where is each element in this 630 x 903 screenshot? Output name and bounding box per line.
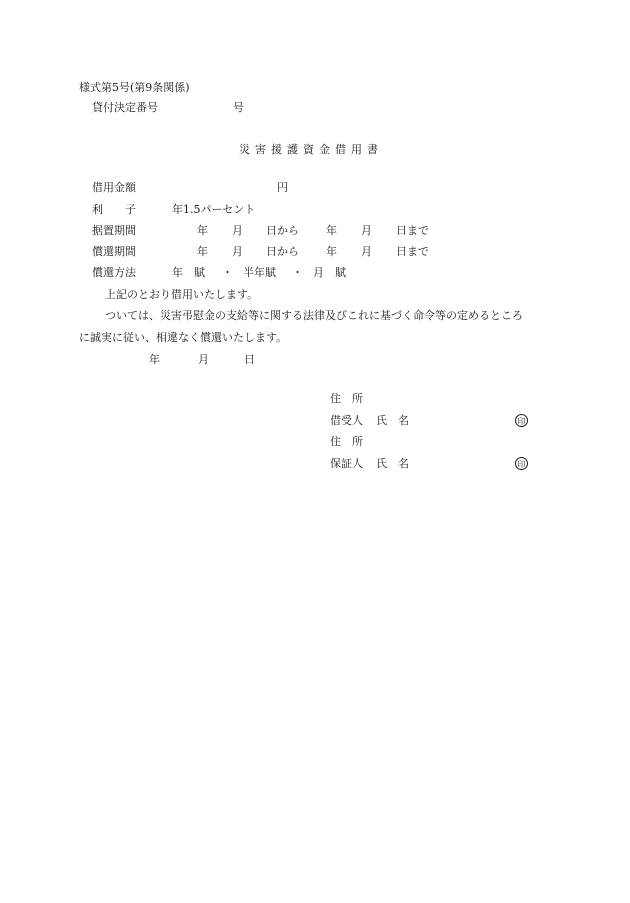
loan-amount-unit: 円 xyxy=(277,181,288,194)
repayment-end-year: 年 xyxy=(326,245,337,258)
borrower-address-label: 住 所 xyxy=(330,392,363,405)
guarantor-name-label: 氏 名 xyxy=(376,457,409,470)
repayment-end-month: 月 xyxy=(361,245,372,258)
interest-label: 利 子 xyxy=(92,203,136,216)
loan-amount-label: 借用金額 xyxy=(92,181,136,194)
method-separator-1: ・ xyxy=(222,266,233,279)
deferral-end-year: 年 xyxy=(326,224,337,237)
guarantor-address-label: 住 所 xyxy=(330,435,363,448)
method-annual: 年 賦 xyxy=(172,266,205,279)
loan-decision-number-label: 貸付決定番号 xyxy=(92,101,158,114)
body-line-2: ついては、災害弔慰金の支給等に関する法律及びこれに基づく命令等の定めるところ xyxy=(105,309,523,322)
deferral-period-label: 据置期間 xyxy=(92,224,136,237)
borrower-seal-mark: 印 xyxy=(515,414,528,427)
guarantor-label: 保証人 xyxy=(330,457,363,470)
borrower-name-label: 氏 名 xyxy=(376,414,409,427)
repayment-start-month: 月 xyxy=(232,245,243,258)
loan-decision-number-suffix: 号 xyxy=(233,101,244,114)
document-title: 災害援護資金借用書 xyxy=(239,143,383,156)
repayment-start-year: 年 xyxy=(197,245,208,258)
date-month: 月 xyxy=(198,353,209,366)
form-number-label: 様式第5号(第9条関係) xyxy=(79,81,190,94)
deferral-end-day: 日まで xyxy=(396,224,429,237)
deferral-start-year: 年 xyxy=(197,224,208,237)
body-line-1: 上記のとおり借用いたします。 xyxy=(105,288,259,301)
interest-value: 年1.5パーセント xyxy=(172,203,256,216)
repayment-period-label: 償還期間 xyxy=(92,245,136,258)
deferral-end-month: 月 xyxy=(361,224,372,237)
method-semiannual: 半年賦 xyxy=(243,266,276,279)
repayment-method-label: 償還方法 xyxy=(92,266,136,279)
deferral-start-day: 日から xyxy=(266,224,299,237)
guarantor-seal-mark: 印 xyxy=(515,457,528,470)
repayment-start-day: 日から xyxy=(266,245,299,258)
date-year: 年 xyxy=(149,353,160,366)
body-line-3: に誠実に従い、相違なく償還いたします。 xyxy=(79,331,288,344)
borrower-label: 借受人 xyxy=(330,414,363,427)
method-monthly: 月 賦 xyxy=(313,266,346,279)
date-day: 日 xyxy=(244,353,255,366)
method-separator-2: ・ xyxy=(292,266,303,279)
repayment-end-day: 日まで xyxy=(396,245,429,258)
deferral-start-month: 月 xyxy=(232,224,243,237)
